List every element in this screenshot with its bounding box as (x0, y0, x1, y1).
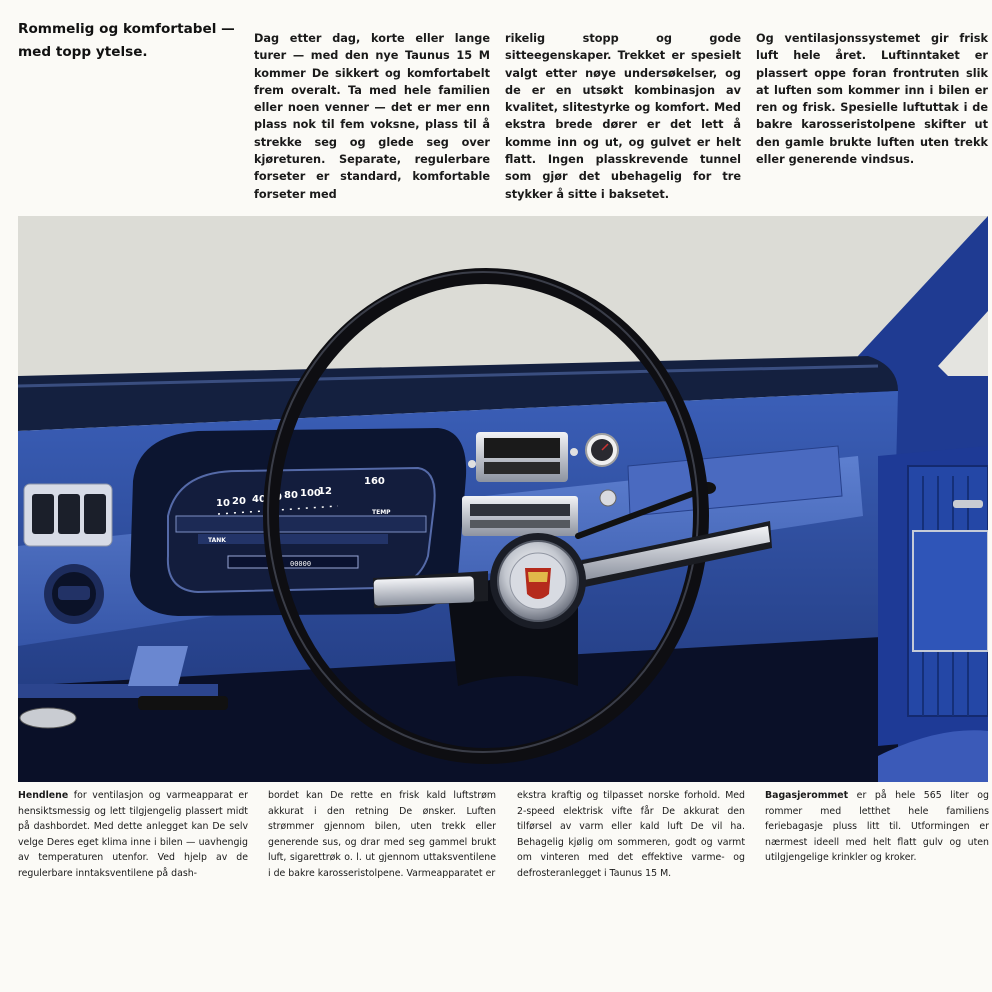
speedo-tick: 60 (268, 492, 282, 503)
heading-line-2: med topp ytelse. (18, 44, 148, 60)
section-heading (18, 18, 235, 64)
floor-vent-knob (20, 708, 76, 728)
door-handle (953, 500, 983, 508)
door-panel-insert (913, 531, 988, 651)
speedo-tick: 80 (284, 490, 298, 501)
bottom-column-2-text: bordet kan De rette en frisk kald luftstrøm akkurat i den retning De ønsker. Luften strømmer gjennom bilen, uten trekk eller generende sus, og drar med seg gammel brukt luft, sigarettrøk o. l. ut gjennom uttaksventilene i de bakre karosseristolpene. Varmeapparatet er (268, 790, 496, 879)
speedo-tick: 10 (216, 498, 230, 509)
top-column-1: Dag etter dag, korte eller lange turer — med den nye Taunus 15 M kommer De sikkert og komfortabelt frem overalt. Ta med hele familien eller noen venner — det er mer enn plass nok til fem voksne, plass til å strekke seg og glede seg over kjøreturen. Separate, regulerbare forseter er standard, komfortable forseter med (254, 32, 490, 201)
tank-label: TANK (208, 537, 226, 544)
top-column-3: Og ventilasjonssystemet gir frisk luft hele året. Luftinntaket er plassert oppe foran frontruten slik at luften som kommer inn i bilen er ren og frisk. Spesielle luftuttak i de bakre karosseristolpene skifter ut den gamle brukte luften uten trekk eller generende vindsus. (756, 32, 988, 167)
windscreen (18, 216, 988, 376)
bottom-column-4 (765, 788, 989, 866)
bottom-column-4-text: er på hele 565 liter og rommer med letthet hele familiens feriebagasje pluss litt til. Utformingen er nærmest ideell med helt flatt gulv og uten utilgjengelige krinkler og kroker. (765, 790, 989, 864)
heading-line-1: Rommelig og komfortabel — (18, 21, 235, 37)
bottom-column-1 (18, 788, 248, 882)
bottom-column-1-text: for ventilasjon og varmeapparat er hensiktsmessig og lett tilgjengelig plassert midt på dashbordet. Med dette anlegget kan De selv velge Deres eget klima inne i bilen — uavhengig av temperaturen utenfor. Ved hjelp av de regulerbare inntaksventilene på dash- (18, 790, 248, 879)
bottom-column-1-lead: Hendlene (18, 790, 69, 801)
temp-label: TEMP (372, 509, 391, 516)
bottom-column-3 (517, 788, 745, 882)
bottom-column-3-text: ekstra kraftig og tilpasset norske forhold. Med 2-speed elektrisk vifte får De akkurat den tilførsel av varm eller kald luft De vil ha. Behagelig kjølig om sommeren, godt og varmt om vinteren med det effektive varme- og defrosteranlegget i Taunus 15 M. (517, 790, 745, 879)
bottom-column-4-lead: Bagasjerommet (765, 790, 849, 801)
dashboard-photo (18, 216, 988, 782)
speedo-tick: 20 (232, 496, 246, 507)
top-column-2: rikelig stopp og gode sitteegenskaper. Trekket er spesielt valgt etter nøye undersøkelser, og de er en utsøkt kombinasjon av kvalitet, slitestyrke og komfort. Med ekstra brede dører er det lett å komme inn og ut, og gulvet er helt flatt. Ingen plasskrevende tunnel som gjør det ubehagelig for tre stykker å sitte i baksetet. (505, 32, 741, 201)
odometer: 00000 (290, 560, 312, 568)
speedo-tick: 100 (300, 488, 321, 499)
speedo-tick: 12 (318, 486, 332, 497)
speedo-tick: 40 (252, 494, 266, 505)
speedo-tick: 160 (364, 476, 385, 487)
bottom-column-2 (268, 788, 496, 882)
